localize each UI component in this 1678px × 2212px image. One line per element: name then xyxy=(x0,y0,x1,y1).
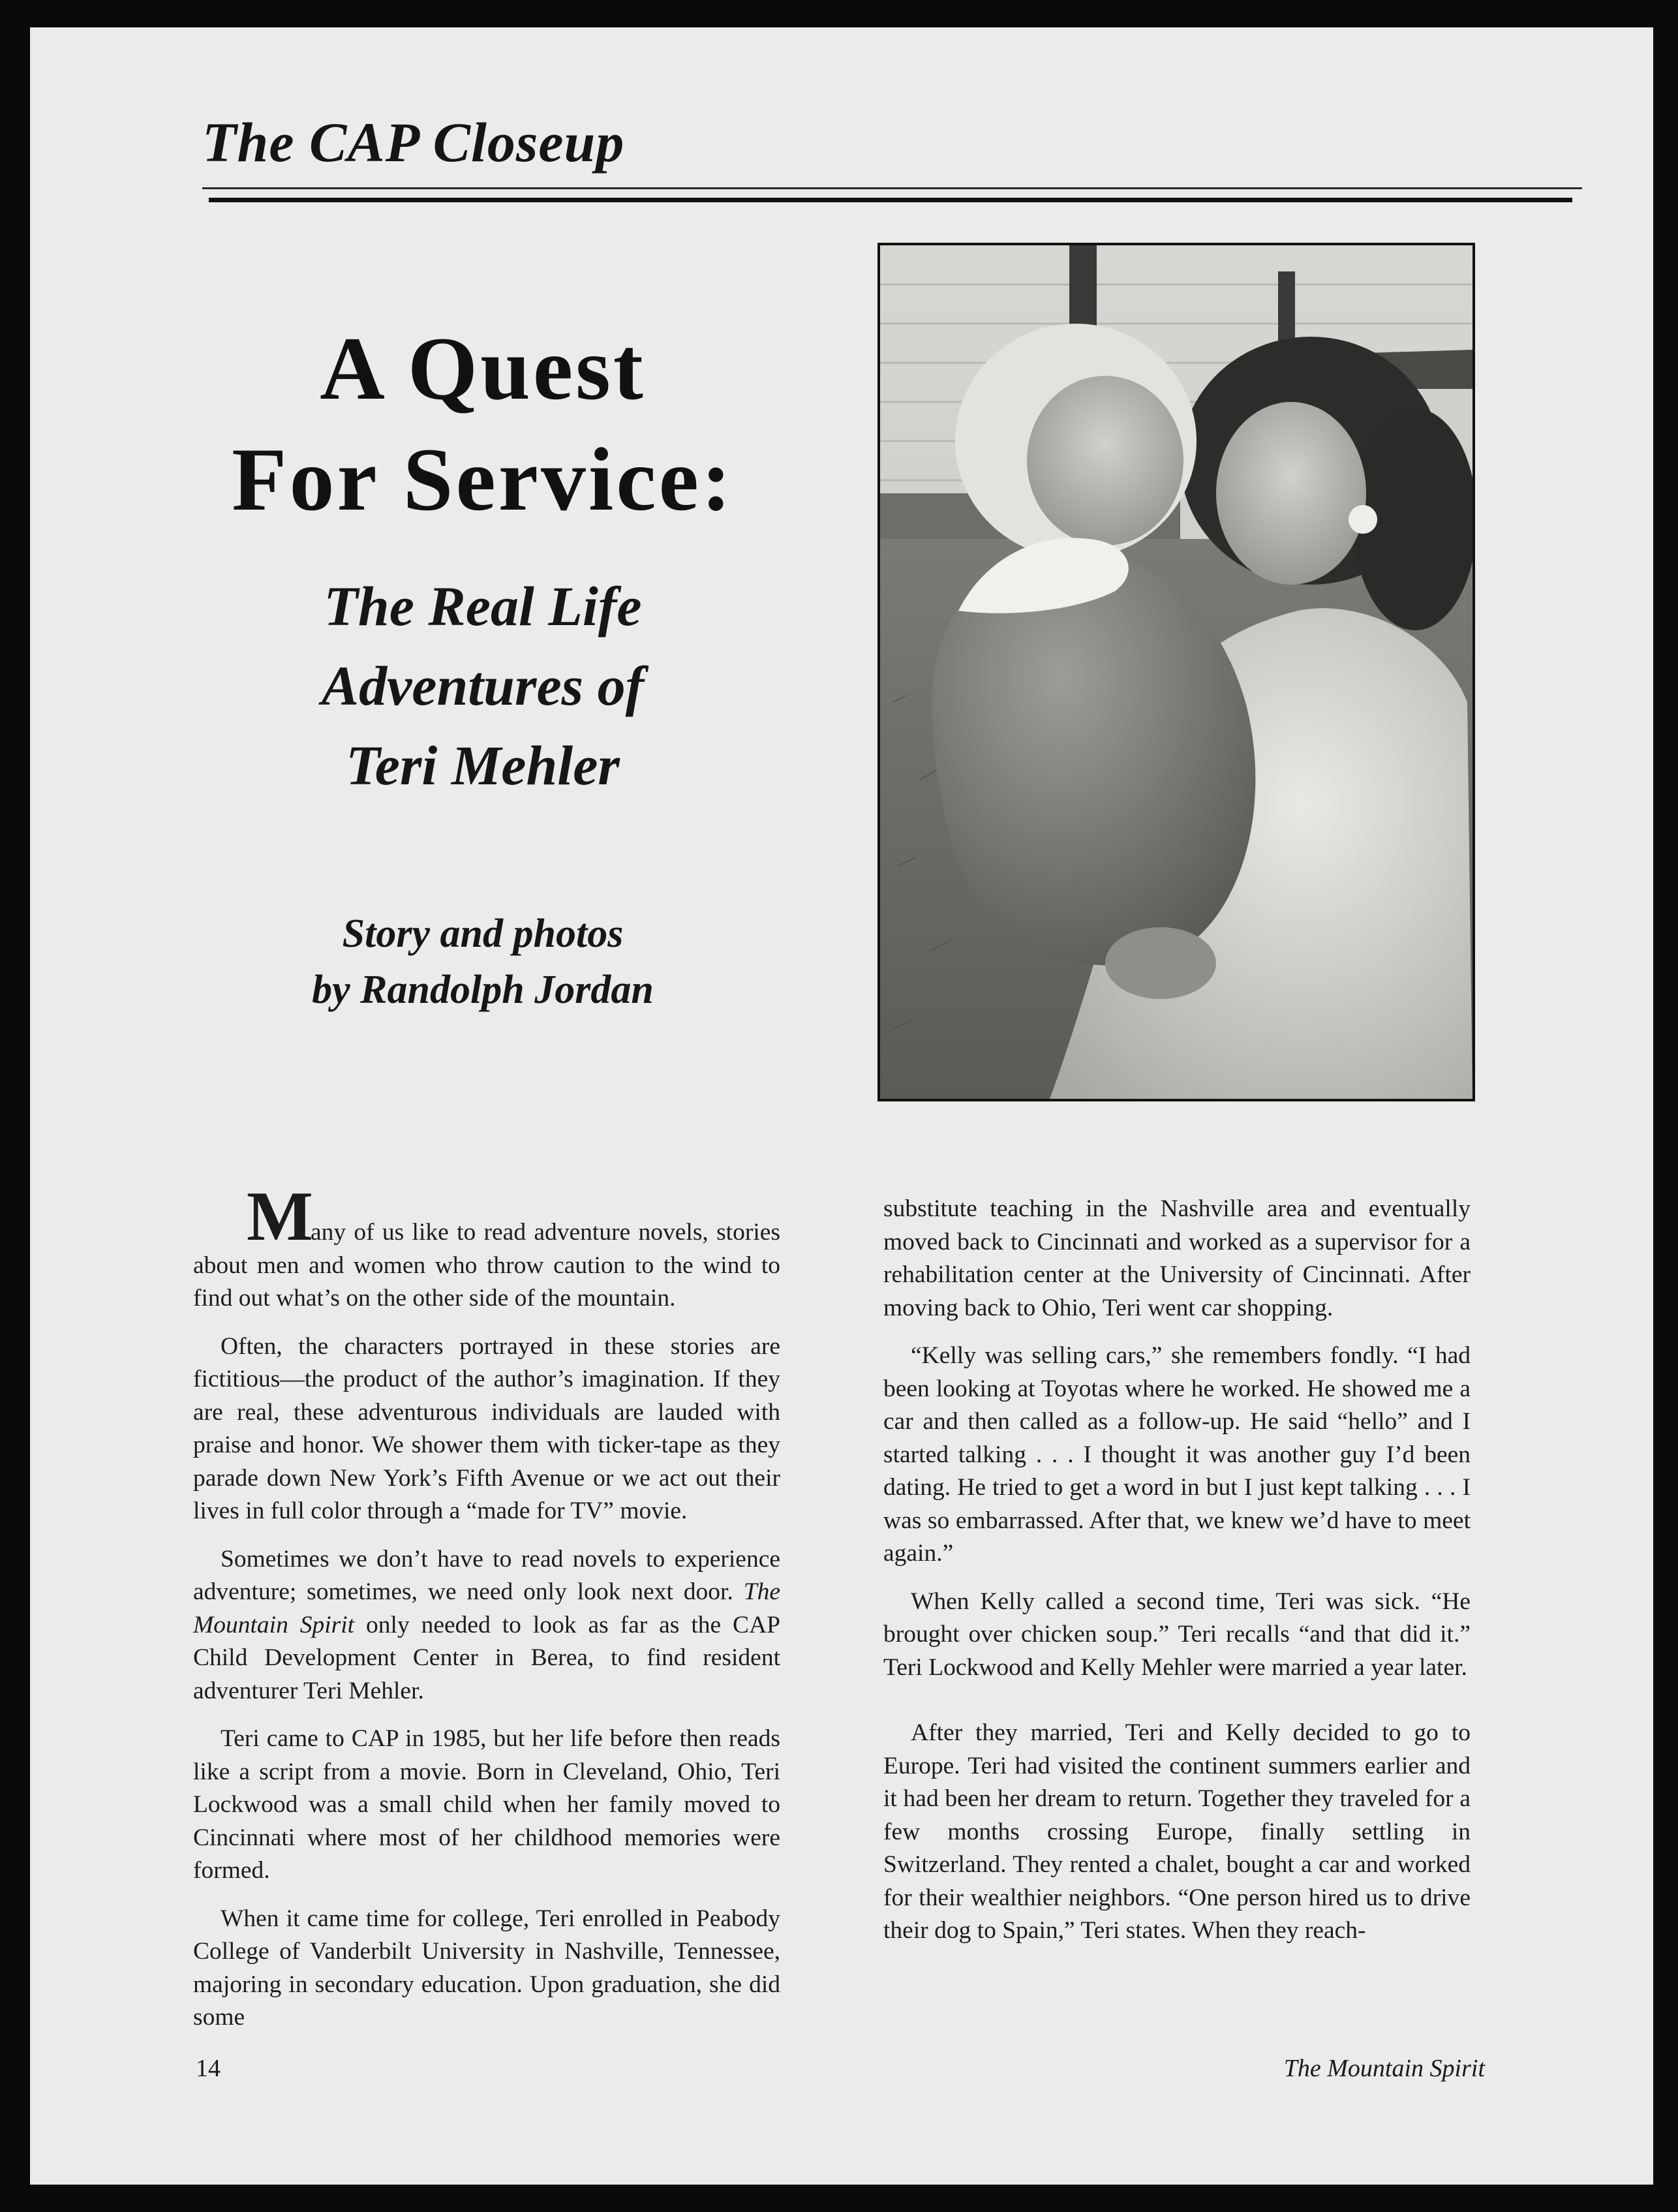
subhead-line-2: Adventures of xyxy=(321,654,645,717)
article-column-right xyxy=(883,1193,1471,1963)
paragraph: When Kelly called a second time, Teri was sick. “He brought over chicken soup.” Teri recalls “and that did it.” Teri Lockwood and Kelly Mehler were married a year later. xyxy=(883,1588,1471,1681)
paragraph: “Kelly was selling cars,” she remembers fondly. “I had been looking at Toyotas where he worked. He showed me a car and then called as a follow-up. He said “hello” and I started talking . . . I thought it was another guy I’d been dating. He tried to get a word in but I just kept talking . . . I was so embarrassed. After that, we knew we’d have to meet again.” xyxy=(883,1342,1471,1567)
page-number: 14 xyxy=(196,2055,221,2082)
article-subhead xyxy=(196,566,770,805)
publication-name: The Mountain Spirit xyxy=(1283,2055,1485,2082)
headline-line-1: A Quest xyxy=(320,318,646,418)
section-header: The CAP Closeup xyxy=(202,111,625,174)
paragraph: Sometimes we don’t have to read novels to experience adventure; sometimes, we need only look next door. The Mountain Spirit only needed to look as far as the CAP Child Development Center in Berea, to find resident adventurer Teri Mehler. xyxy=(193,1545,781,1704)
headline-line-2: For Service: xyxy=(232,429,734,529)
header-rule-thick xyxy=(209,198,1572,202)
header-rule-thin xyxy=(202,187,1582,189)
drop-cap: M xyxy=(247,1178,312,1255)
photo-illustration xyxy=(880,245,1472,1099)
article-headline xyxy=(196,313,770,535)
byline xyxy=(196,906,770,1018)
publication-title: The Mountain Spirit xyxy=(193,1578,780,1638)
article-column-left xyxy=(193,1178,781,2050)
photo-woman-holding-child xyxy=(877,243,1475,1101)
paragraph: After they married, Teri and Kelly decided to go to Europe. Teri had visited the continent summers earlier and it had been her dream to return. Together they traveled for a few months crossing Europe, finally settling in Switzerland. They rented a chalet, bought a car and worked for their wealthier neighbors. “One person hired us to drive their dog to Spain,” Teri states. When they reach- xyxy=(883,1719,1471,1944)
paragraph-text: any of us like to read adventure novels, stories about men and women who throw caution to the wind to find out what’s on the other side of the mountain. xyxy=(193,1219,780,1312)
paragraph: When it came time for college, Teri enrolled in Peabody College of Vanderbilt University in Nashville, Tennessee, majoring in secondary education. Upon graduation, she did some xyxy=(193,1905,780,2031)
subhead-line-3: Teri Mehler xyxy=(346,734,620,797)
paragraph: Teri came to CAP in 1985, but her life before then reads like a script from a movie. Born in Cleveland, Ohio, Teri Lockwood was a small child when her family moved to Cincinnati where most of her childhood memories were formed. xyxy=(193,1725,780,1884)
paragraph: Often, the characters portrayed in these stories are fictitious—the product of the author’s imagination. If they are real, these adventurous individuals are lauded with praise and honor. We shower them with ticker-tape as they parade down New York’s Fifth Avenue or we act out their lives in full color through a “made for TV” movie. xyxy=(193,1332,780,1524)
subhead-line-1: The Real Life xyxy=(324,575,642,637)
paragraph: substitute teaching in the Nashville area and eventually moved back to Cincinnati and worked as a supervisor for a rehabilitation center at the University of Cincinnati. After moving back to Ohio, Teri went car shopping. xyxy=(883,1195,1471,1321)
byline-line-2: by Randolph Jordan xyxy=(312,968,654,1012)
byline-line-1: Story and photos xyxy=(342,912,624,956)
paragraph xyxy=(193,1178,780,1315)
